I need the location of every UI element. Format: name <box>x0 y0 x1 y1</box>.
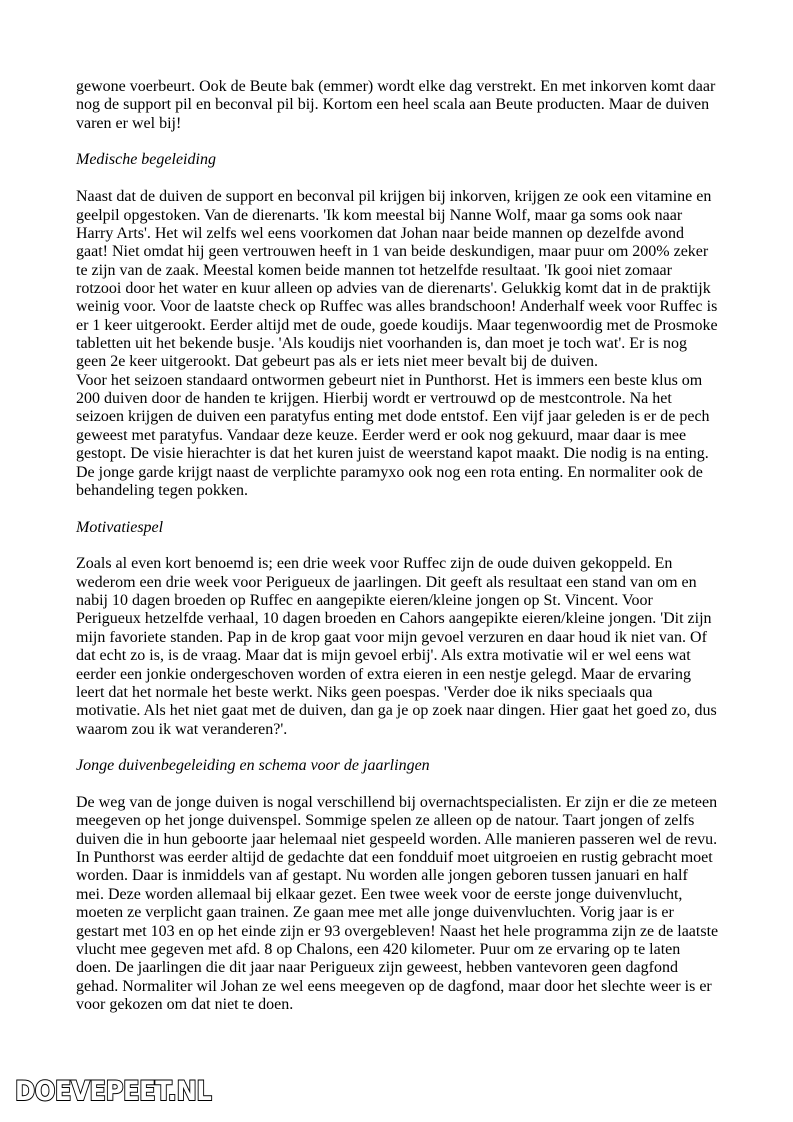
text-line: doen. De jaarlingen die dit jaar naar Perigueux zijn geweest, hebben vantevoren geen dagfond <box>76 959 678 977</box>
text-line: geen 2e keer uitgerookt. Dat gebeurt pas als er iets niet meer bevalt bij de duiven. <box>76 353 599 371</box>
text-line: wederom een drie week voor Perigueux de jaarlingen. Dit geeft als resultaat een stand van om en <box>76 573 697 591</box>
paragraph-ontwormen-enting <box>76 372 736 501</box>
text-line: er 1 keer uitgerookt. Eerder altijd met de oude, goede koudijs. Maar tegenwoordig met de Prosmoke <box>76 316 718 334</box>
text-line: 200 duiven door de handen te krijgen. Hierbij wordt er vertrouwd op de mestcontrole. Na het <box>76 390 672 408</box>
text-line: nabij 10 dagen broeden op Ruffec en aangepikte eieren/kleine jongen op St. Vincent. Voor <box>76 592 653 610</box>
text-line: voor gekozen om dat niet te doen. <box>76 995 294 1013</box>
text-line: te zijn van de zaak. Meestal komen beide mannen tot hetzelfde resultaat. 'Ik gooi niet zomaar <box>76 261 672 279</box>
text-line: Perigueux hetzelfde verhaal, 10 dagen broeden en Cahors aangepikte eieren/kleine jongen. 'Dit zijn <box>76 610 712 628</box>
text-line: gaat! Niet omdat hij geen vertrouwen heeft in 1 van beide deskundigen, maar puur om 200% zeker <box>76 243 709 261</box>
section-heading-jonge-duivenbegeleiding: Jonge duivenbegeleiding en schema voor de jaarlingen <box>76 757 430 775</box>
text-line: In Punthorst was eerder altijd de gedachte dat een fondduif moet uitgroeien en rustig gebracht moet <box>76 849 713 867</box>
text-line: nog de support pil en beconval pil bij. Kortom een heel scala aan Beute producten. Maar de duiven <box>76 96 710 114</box>
site-logo: DOEVEPEET.NL <box>15 1076 212 1107</box>
text-line: mijn favoriete standen. Pap in de krop gaat voor mijn gevoel verzuren en daar houd ik niet van. Of <box>76 628 707 646</box>
text-line: geelpil opgestoken. Van de dierenarts. 'Ik kom meestal bij Nanne Wolf, maar ga soms ook naar <box>76 206 683 224</box>
text-line: worden. Daar is inmiddels van af gestapt. Nu worden alle jongen geboren tussen januari en half <box>76 867 688 885</box>
text-line: leert dat het normale het beste werkt. Niks geen poespas. 'Verder doe ik niks speciaals qua <box>76 683 653 701</box>
text-line: behandeling tegen pokken. <box>76 481 248 499</box>
text-line: Naast dat de duiven de support en beconval pil krijgen bij inkorven, krijgen ze ook een vitamine en <box>76 188 712 206</box>
text-line: rotzooi door het water en kuur alleen op advies van de dierenarts'. Gelukkig komt dat in de praktijk <box>76 279 711 297</box>
text-line: motivatie. Als het niet gaat met de duiven, dan ga je op zoek naar dingen. Hier gaat het goed zo, dus <box>76 702 717 720</box>
text-line: vlucht mee gegeven met afd. 8 op Chalons, een 420 kilometer. Puur om ze ervaring op te laten <box>76 940 681 958</box>
paragraph-voeding-slot <box>76 78 736 133</box>
text-line: tabletten uit het bekende busje. 'Als koudijs niet voorhanden is, dan moet je toch wat'. Er is nog <box>76 335 687 353</box>
text-line: duiven die in hun geboorte jaar helemaal niet gespeeld worden. Alle manieren passeren wel de revu. <box>76 830 718 848</box>
text-line: Voor het seizoen standaard ontwormen gebeurt niet in Punthorst. Het is immers een beste klus om <box>76 371 703 389</box>
text-line: gestart met 103 en op het einde zijn er 93 overgebleven! Naast het hele programma zijn ze de laatste <box>76 922 719 940</box>
text-line: eerder een jonkie ondergeschoven worden of extra eieren in een nestje gelegd. Maar de ervaring <box>76 665 691 683</box>
text-line: Zoals al even kort benoemd is; een drie week voor Ruffec zijn de oude duiven gekoppeld. En <box>76 555 673 573</box>
text-line: meegeven op het jonge duivenspel. Sommige spelen ze alleen op de natour. Taart jongen of zelfs <box>76 812 695 830</box>
text-line: gestopt. De visie hierachter is dat het kuren juist de weerstand kapot maakt. Die nodig is na enting. <box>76 445 709 463</box>
document-body <box>76 78 736 1014</box>
section-heading-medische-begeleiding: Medische begeleiding <box>76 151 216 169</box>
text-line: waarom zou ik wat veranderen?'. <box>76 720 288 738</box>
paragraph-motivatiespel <box>76 555 736 739</box>
text-line: Harry Arts'. Het wil zelfs wel eens voorkomen dat Johan naar beide mannen op dezelfde avond <box>76 224 685 242</box>
text-line: De weg van de jonge duiven is nogal verschillend bij overnachtspecialisten. Er zijn er die ze meteen <box>76 794 718 812</box>
section-heading-motivatiespel: Motivatiespel <box>76 518 164 536</box>
paragraph-medische-begeleiding <box>76 188 736 372</box>
text-line: geweest met paratyfus. Vandaar deze keuze. Eerder werd er ook nog gekuurd, maar daar is mee <box>76 426 687 444</box>
text-line: seizoen krijgen de duiven een paratyfus enting met dode entstof. Een vijf jaar geleden is er de pech <box>76 408 710 426</box>
text-line: moeten ze verplicht gaan trainen. Ze gaan mee met alle jonge duivenvluchten. Vorig jaar is er <box>76 904 674 922</box>
text-line: varen er wel bij! <box>76 114 182 132</box>
text-line: mei. Deze worden allemaal bij elkaar gezet. Een twee week voor de eerste jonge duivenvlucht, <box>76 885 683 903</box>
text-line: De jonge garde krijgt naast de verplichte paramyxo ook nog een rota enting. En normaliter ook de <box>76 463 703 481</box>
text-line: gehad. Normaliter wil Johan ze wel eens meegeven op de dagfond, maar door het slechte weer is er <box>76 977 712 995</box>
text-line: dat echt zo is, is de vraag. Maar dat is mijn gevoel erbij'. Als extra motivatie wil er wel eens wat <box>76 647 691 665</box>
paragraph-jonge-duivenbegeleiding <box>76 794 736 1014</box>
text-line: weinig voor. Voor de laatste check op Ruffec was alles brandschoon! Anderhalf week voor Ruffec is <box>76 298 718 316</box>
text-line: gewone voerbeurt. Ook de Beute bak (emmer) wordt elke dag verstrekt. En met inkorven komt daar <box>76 78 716 95</box>
